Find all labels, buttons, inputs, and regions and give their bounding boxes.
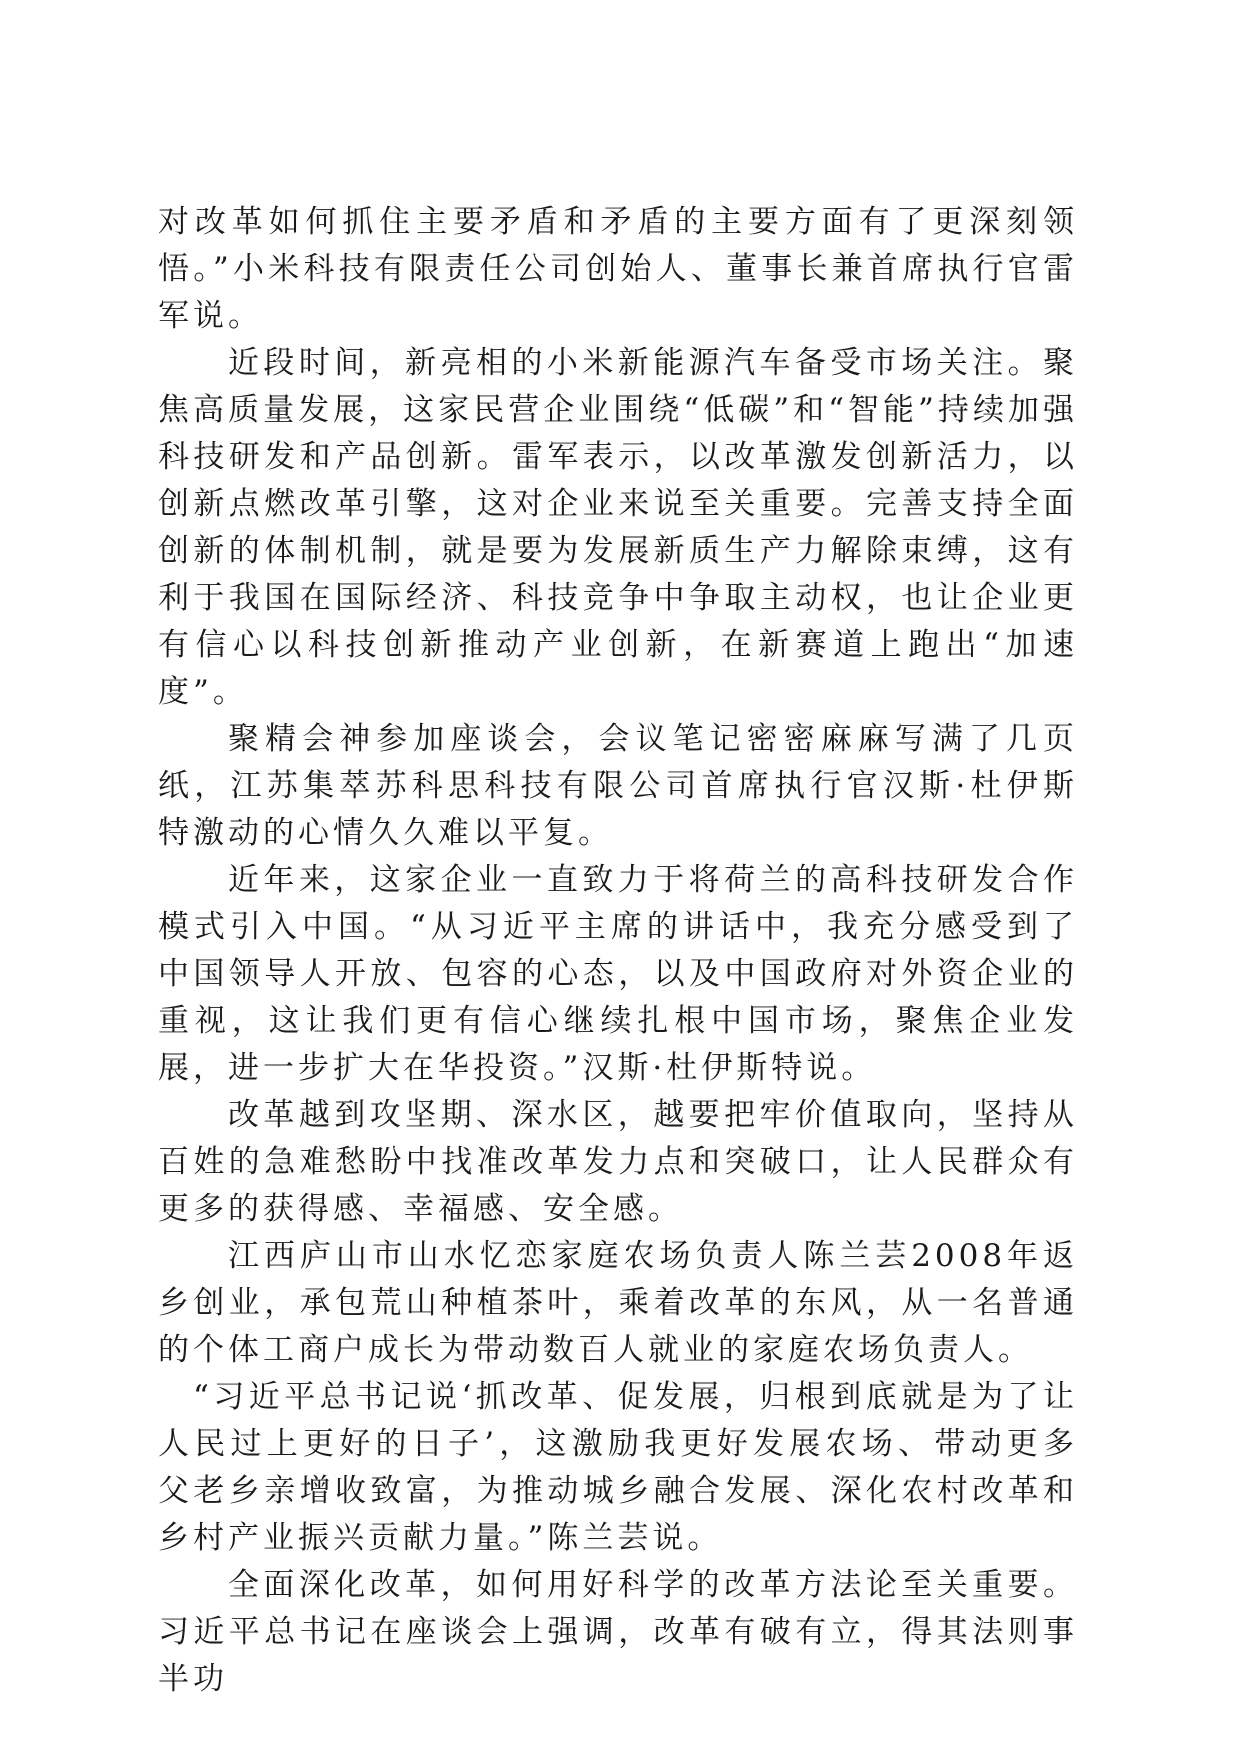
paragraph-reform-values: 改革越到攻坚期、深水区，越要把牢价值取向，坚持从百姓的急难愁盼中找准改革发力点和突破口，让人民群众有更多的获得感、幸福感、安全感。 — [158, 1097, 1078, 1227]
paragraph-xiaomi-ev: 近段时间，新亮相的小米新能源汽车备受市场关注。聚焦高质量发展，这家民营企业围绕“低碳”和“智能”持续加强科技研发和产品创新。雷军表示，以改革激发创新活力，以创新点燃改革引擎，这对企业来说至关重要。完善支持全面创新的体制机制，就是要为发展新质生产力解除束缚，这有利于我国在国际经济、科技竞争中争取主动权，也让企业更有信心以科技创新推动产业创新，在新赛道上跑出“加速度”。 — [158, 345, 1078, 710]
article-body — [158, 199, 1078, 1703]
paragraph-dutch-cooperation: 近年来，这家企业一直致力于将荷兰的高科技研发合作模式引入中国。“从习近平主席的讲话中，我充分感受到了中国领导人开放、包容的心态，以及中国政府对外资企业的重视，这让我们更有信心继续扎根中国市场，聚焦企业发展，进一步扩大在华投资。”汉斯·杜伊斯特说。 — [158, 862, 1078, 1086]
paragraph-reform-method: 全面深化改革，如何用好科学的改革方法论至关重要。习近平总书记在座谈会上强调，改革有破有立，得其法则事半功 — [158, 1567, 1078, 1697]
paragraph-continuation: 对改革如何抓住主要矛盾和矛盾的主要方面有了更深刻领悟。”小米科技有限责任公司创始人、董事长兼首席执行官雷军说。 — [158, 204, 1078, 334]
paragraph-jiangxi-farm: 江西庐山市山水忆恋家庭农场负责人陈兰芸2008年返乡创业，承包荒山种植茶叶，乘着改革的东风，从一名普通的个体工商户成长为带动数百人就业的家庭农场负责人。 — [158, 1238, 1078, 1368]
paragraph-symposium-notes: 聚精会神参加座谈会，会议笔记密密麻麻写满了几页纸，江苏集萃苏科思科技有限公司首席执行官汉斯·杜伊斯特激动的心情久久难以平复。 — [158, 721, 1078, 851]
paragraph-farm-quote: “习近平总书记说‘抓改革、促发展，归根到底就是为了让人民过上更好的日子’，这激励我更好发展农场、带动更多父老乡亲增收致富，为推动城乡融合发展、深化农村改革和乡村产业振兴贡献力量。”陈兰芸说。 — [158, 1379, 1078, 1556]
